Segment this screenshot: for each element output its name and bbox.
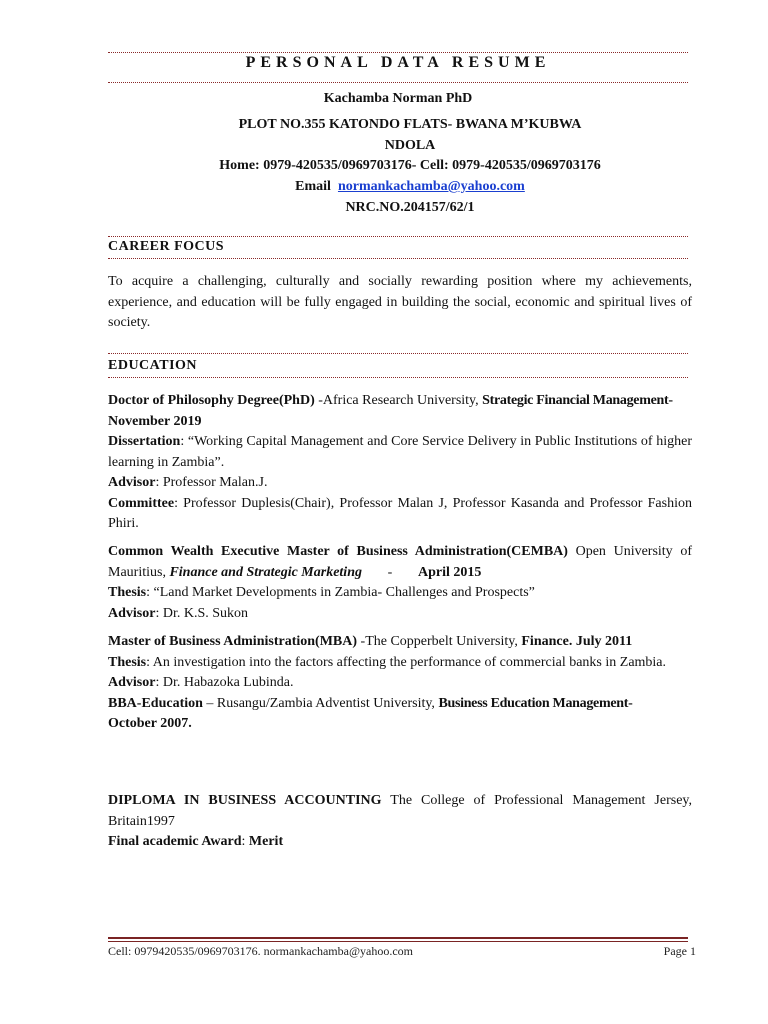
diploma-award-sep: : — [241, 834, 249, 849]
page-number: Page 1 — [663, 944, 696, 958]
phd-dissertation-label: Dissertation — [108, 434, 181, 449]
mba-advisor — [108, 673, 692, 694]
phd-title-line — [108, 391, 692, 432]
mba-degree: Master of Business Administration(MBA) — [108, 634, 358, 649]
cemba-advisor-text: : Dr. K.S. Sukon — [155, 605, 249, 621]
education-cemba — [108, 542, 692, 624]
cemba-dash: - — [387, 564, 393, 580]
mba-thesis-text: : An investigation into the factors affecting the performance of commercial banks in Zambia. — [146, 654, 667, 670]
phone-numbers: Home: 0979-420535/0969703176- Cell: 0979-420535/0969703176 — [219, 158, 601, 173]
education-heading: EDUCATION — [108, 358, 198, 373]
phd-date: November 2019 — [108, 413, 202, 429]
phd-institution: -Africa Research University, — [314, 393, 483, 408]
phd-committee — [108, 494, 692, 535]
mba-title-line — [108, 632, 692, 653]
cemba-thesis — [108, 583, 692, 604]
cemba-field: Finance and Strategic Marketing — [169, 564, 362, 580]
bba-title-line — [108, 694, 692, 735]
career-rule-top — [108, 236, 688, 237]
title-rule-bottom — [108, 82, 688, 83]
mba-advisor-label: Advisor — [108, 675, 156, 690]
phd-committee-label: Committee — [108, 495, 175, 511]
cemba-thesis-text: : “Land Market Developments in Zambia- Challenges and Prospects” — [146, 585, 535, 600]
career-focus-heading: CAREER FOCUS — [108, 239, 225, 254]
page-title: PERSONAL DATA RESUME — [245, 54, 551, 71]
email-line — [120, 178, 700, 196]
mba-thesis — [108, 653, 692, 674]
career-rule-bottom — [108, 258, 688, 259]
cemba-title-line — [108, 542, 692, 583]
phd-advisor — [108, 473, 692, 494]
phd-dissertation-text: : “Working Capital Management and Core Service Delivery in Public Institutions of higher learning in Zambia”. — [108, 434, 692, 470]
career-focus-text: To acquire a challenging, culturally and socially rewarding position where my achievements, experience, and education will be fully engaged in building the social, economic and spiritual lives of society. — [108, 274, 692, 330]
diploma-award-label: Final academic Award — [108, 834, 242, 849]
nrc-number: NRC.NO.204157/62/1 — [345, 200, 475, 215]
diploma-degree: DIPLOMA IN BUSINESS ACCOUNTING — [108, 793, 382, 808]
cemba-advisor — [108, 604, 692, 625]
cemba-thesis-label: Thesis — [108, 585, 147, 600]
address-line-2: NDOLA — [384, 138, 436, 153]
mba-thesis-label: Thesis — [108, 654, 147, 670]
education-mba — [108, 632, 692, 735]
applicant-name: Kachamba Norman PhD — [323, 91, 473, 106]
education-rule-bottom — [108, 377, 688, 378]
mba-institution: -The Copperbelt University, — [357, 634, 522, 649]
email-link[interactable]: normankachamba@yahoo.com — [337, 179, 525, 194]
diploma-institution: The College of Professional Management Jersey, Britain1997 — [108, 793, 693, 829]
cemba-institution: Open University of Mauritius, — [108, 544, 692, 580]
education-phd — [108, 391, 692, 535]
cemba-advisor-label: Advisor — [108, 605, 156, 621]
education-rule-top — [108, 353, 688, 354]
bba-degree: BBA-Education — [108, 695, 203, 711]
bba-date: October 2007. — [108, 716, 192, 731]
email-label: Email — [295, 179, 331, 194]
mba-field: Finance — [521, 634, 569, 649]
phd-degree: Doctor of Philosophy Degree(PhD) — [108, 393, 315, 408]
address-line-1: PLOT NO.355 KATONDO FLATS- BWANA M’KUBWA — [238, 117, 582, 132]
title-rule-top — [108, 52, 688, 53]
footer-rule — [108, 937, 688, 942]
phd-advisor-label: Advisor — [108, 475, 156, 490]
diploma-award — [108, 832, 692, 853]
cemba-date: April 2015 — [417, 564, 482, 580]
phd-field: Strategic Financial Management- — [482, 393, 673, 408]
diploma-title-line — [108, 791, 692, 832]
bba-field: Business Education Management- — [438, 695, 633, 711]
cemba-degree: Common Wealth Executive Master of Business Administration(CEMBA) — [108, 544, 568, 559]
mba-date: . July 2011 — [568, 634, 633, 649]
phd-committee-text: : Professor Duplesis(Chair), Professor Malan J, Professor Kasanda and Professor Fashion Phiri. — [108, 495, 692, 531]
phd-dissertation — [108, 432, 692, 473]
footer-contact: Cell: 0979420535/0969703176. normankachamba@yahoo.com — [108, 944, 413, 958]
bba-institution: – Rusangu/Zambia Adventist University, — [202, 695, 439, 711]
education-diploma — [108, 791, 692, 853]
phd-advisor-text: : Professor Malan.J. — [155, 475, 268, 490]
mba-advisor-text: : Dr. Habazoka Lubinda. — [155, 675, 294, 690]
diploma-award-value: Merit — [248, 834, 284, 849]
